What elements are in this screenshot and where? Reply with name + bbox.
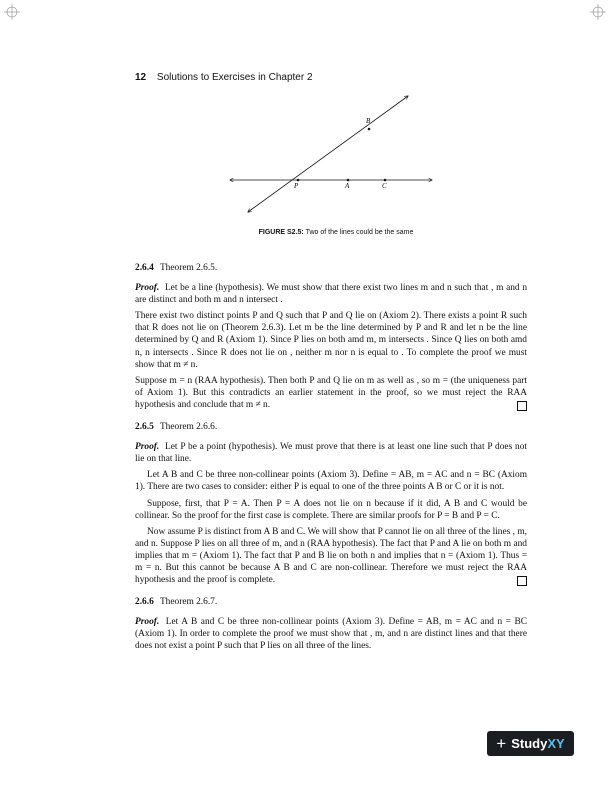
- solutions-body: [135, 262, 527, 657]
- brand-xy: XY: [547, 736, 565, 751]
- point-p: [297, 179, 300, 182]
- caption-label: FIGURE S2.5:: [258, 229, 304, 236]
- paragraph-text: Let A B and C be three non-collinear points (Axiom 3). Define = AB, m = AC and n = BC (Axiom 1). In order to complete the proof we must show that , m, and n are distinct lines and that there does not exist a point P such that P lies on all three of the lines.: [135, 617, 527, 652]
- proof-paragraph: [135, 526, 527, 586]
- proof-paragraph: Suppose, first, that P = A. Then P = A does not lie on n because if it did, A B and C would be collinear. So the proof for the first case is complete. There are similar proofs for P = B and P = C.: [135, 498, 527, 521]
- proof-paragraph: [135, 616, 527, 652]
- qed-box: [517, 401, 527, 411]
- studyxy-badge[interactable]: [487, 731, 574, 756]
- proof-label: Proof.: [135, 617, 160, 628]
- running-header: [135, 72, 313, 83]
- diagonal-line: [248, 96, 408, 212]
- running-title: Solutions to Exercises in Chapter 2: [156, 72, 313, 83]
- proof-paragraph: [135, 282, 527, 306]
- proof-paragraph: [135, 375, 527, 411]
- brand-study: Study: [511, 736, 548, 751]
- crop-mark-top-right: [590, 4, 606, 20]
- label-a: A: [345, 182, 350, 190]
- label-p: P: [294, 182, 299, 190]
- exercise-heading: [135, 421, 527, 433]
- exercise-heading: [135, 262, 527, 274]
- exercise-heading: [135, 596, 527, 608]
- figure-caption: [0, 229, 612, 236]
- paragraph-text: Suppose m = n (RAA hypothesis). Then both P and Q lie on m as well as , so m = (the uniqueness part of Axiom 1). But this contradicts an earlier statement in the proof, so we must reject the RAA hypothesis and conclude that m ≠ n.: [135, 375, 527, 410]
- proof-paragraph: [135, 441, 527, 465]
- page-number: 12: [135, 72, 147, 83]
- proof-paragraph: There exist two distinct points P and Q such that P and Q lie on (Axiom 2). There exists a point R such that R does not lie on (Theorem 2.6.3). Let m be the line determined by P and R and let n be the line determined by Q and R (Axiom 1). Since P lies on both amd m, m intersects . Since Q lies on both amd n, n intersects . Since R does not lie on , neither m nor n is equal to . To complete the proof we must show that m ≠ n.: [135, 311, 527, 370]
- label-c: C: [382, 182, 387, 190]
- exercise-number: 2.6.6: [135, 597, 154, 608]
- exercise-number: 2.6.4: [135, 263, 154, 273]
- brand-name: [511, 736, 564, 751]
- point-b: [368, 128, 371, 131]
- point-c: [384, 179, 387, 182]
- paragraph-text: Now assume P is distinct from A B and C. We will show that P cannot lie on all three of the lines , m, and n. Suppose P lies on all three of m, and n (RAA hypothesis). The fact that P and A lie on both m and implies that m = (Axiom 1). The fact that P and B lie on both n and implies that n = (Axiom 1). Thus = m = n. But this cannot be because A B and C are non-collinear. Therefore we must reject the RAA hypothesis and the proof is complete.: [135, 526, 527, 586]
- proof-label: Proof.: [135, 283, 160, 294]
- qed-box: [517, 576, 527, 586]
- exercise-title: Theorem 2.6.5.: [159, 263, 218, 273]
- exercise-title: Theorem 2.6.7.: [159, 597, 218, 608]
- exercise-number: 2.6.5: [135, 422, 154, 433]
- figure-s2-5: [220, 90, 450, 220]
- plus-icon: +: [496, 733, 507, 753]
- label-b: B: [366, 117, 371, 125]
- paragraph-text: Let P be a point (hypothesis). We must prove that there is at least one line such that P does not lie on that line.: [135, 442, 528, 465]
- exercise-title: Theorem 2.6.6.: [159, 422, 218, 433]
- paragraph-text: Let be a line (hypothesis). We must show that there exist two lines m and n such that , m and n are distinct and both m and n intersect .: [135, 283, 528, 306]
- crop-mark-top-left: [4, 4, 20, 20]
- caption-text: Two of the lines could be the same: [303, 229, 414, 236]
- point-a: [347, 179, 350, 182]
- proof-paragraph: Let A B and C be three non-collinear points (Axiom 3). Define = AB, m = AC and n = BC (Axiom 1). There are two cases to consider: either P is equal to one of the three points A B or C or it is not.: [135, 470, 527, 493]
- proof-label: Proof.: [135, 442, 160, 453]
